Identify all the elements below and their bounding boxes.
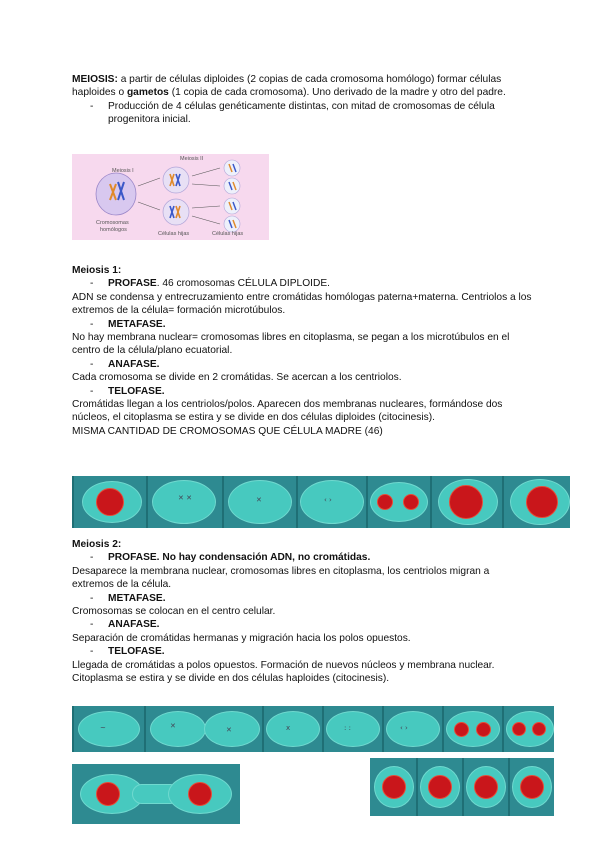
m2-metafase-label: METAFASE. [108,592,166,604]
m2-telofase-text: Llegada de cromátidas a polos opuestos. Formación de nuevos núcleos y membrana nuclear. Citoplasma se estira y se divide en dos células haploides (citocinesis). [72,659,495,685]
m2-telofase-label: TELOFASE. [108,646,165,658]
m2-metafase-text: Cromosomas se colocan en el centro celular. [72,606,276,618]
meiosis1-heading: Meiosis 1: [72,265,122,276]
cytokinesis-strip-left [72,764,240,824]
meiosis2-phase-strip: ~ ✕ ✕ x : : ‹ › [72,706,554,752]
label-cromosomas: Cromosomas [96,220,129,226]
m1-anafase-label: ANAFASE. [108,358,160,370]
daughter-cell-2 [163,199,189,225]
label-homologos: homólogos [100,227,127,233]
m1-telofase-text: Cromátidas llegan a los centriolos/polos. Aparecen dos membranas nucleares, formándose dos núcleos, el citoplasma se estira y se divide en dos células diploides (citocinesis). [72,399,503,424]
mother-cell [96,173,136,215]
label-celulas-hijas-2: Células hijas [212,231,244,237]
m1-summary: MISMA CANTIDAD DE CROMOSOMAS QUE CÉLULA MADRE (46) [72,425,383,437]
cytokinesis-strip-right [370,758,554,816]
m1-metafase-label: METAFASE. [108,318,166,330]
intro-block [72,73,532,127]
meiosis-diagram [72,154,269,240]
meiosis-title: MEIOSIS: [72,74,118,85]
m1-metafase-text: No hay membrana nuclear= cromosomas libres en citoplasma, se pegan a los microtúbulos en el centro de la célula/plano ecuatorial. [72,332,510,357]
meiosis1-block: Meiosis 1: - PROFASE. 46 cromosomas CÉLULA DIPLOIDE. ADN se condensa y entrecruzamiento entre cromátidas homólogas paterna+materna. Centriolos a los extremos de la célula= formación microtúbulos. - METAFASE. No hay membrana nuclear= cromosomas libres en citoplasma, se pegan a los microtúbulos en el centro de la célula/plano ecuatorial. - ANAFASE. Cada cromosoma se divide en 2 cromátidas. Se acercan a los centriolos. - TELOFASE. Cromátidas llegan a los centriolos/polos. Aparecen dos membranas nucleares, formándose dos núcleos, el citoplasma se estira y se divide en dos células diploides (citocinesis). MISMA CANTIDAD DE CROMOSOMAS QUE CÉLULA MADRE (46) [72,265,532,437]
intro-bullet: - Producción de 4 células genéticamente distintas, con mitad de cromosomas de célula progenitora inicial. [90,100,495,126]
m2-anafase-label: ANAFASE. [108,619,160,631]
label-meiosis2: Meiosis II [180,156,204,162]
meiosis2-block: Meiosis 2: - PROFASE. No hay condensación ADN, no cromátidas. Desaparece la membrana nuclear, cromosomas libres en citoplasma, los centriolos migran a extremos de la célula. - METAFASE. Cromosomas se colocan en el centro celular. - ANAFASE. Separación de cromátidas hermanas y migración hacia los polos opuestos. - TELOFASE. Llegada de cromátidas a polos opuestos. Formación de nuevos núcleos y membrana nuclear. Citoplasma se estira y se divide en dos células haploides (citocinesis). [72,538,532,685]
m1-profase-label: PROFASE [108,278,157,290]
meiosis2-heading: Meiosis 2: [72,539,122,550]
m1-profase-text: ADN se condensa y entrecruzamiento entre cromátidas homólogas paterna+materna. Centriolos a los extremos de la célula= formación microtúbulos. [72,291,532,317]
label-celulas-hijas: Células hijas [158,231,190,237]
meiosis1-phase-strip: ✕ ✕ ✕ ‹ › [72,476,570,528]
intro-paragraph: MEIOSIS: a partir de células diploides (2 copias de cada cromosoma homólogo) formar células haploides o gametos (1 copia de cada cromosoma). Uno derivado de la madre y otro del padre. [72,74,506,99]
label-meiosis1: Meiosis I [112,168,134,174]
m1-anafase-text: Cada cromosoma se divide en 2 cromátidas. Se acercan a los centriolos. [72,372,402,384]
daughter-cell-1 [163,167,189,193]
m2-profase-label: PROFASE. No hay condensación ADN, no cromátidas. [108,552,371,564]
m2-anafase-text: Separación de cromátidas hermanas y migración hacia los polos opuestos. [72,632,411,644]
m2-profase-text: Desaparece la membrana nuclear, cromosomas libres en citoplasma, los centriolos migran a extremos de la célula. [72,565,490,591]
m1-telofase-label: TELOFASE. [108,385,165,397]
gametos-term: gametos [126,87,169,99]
